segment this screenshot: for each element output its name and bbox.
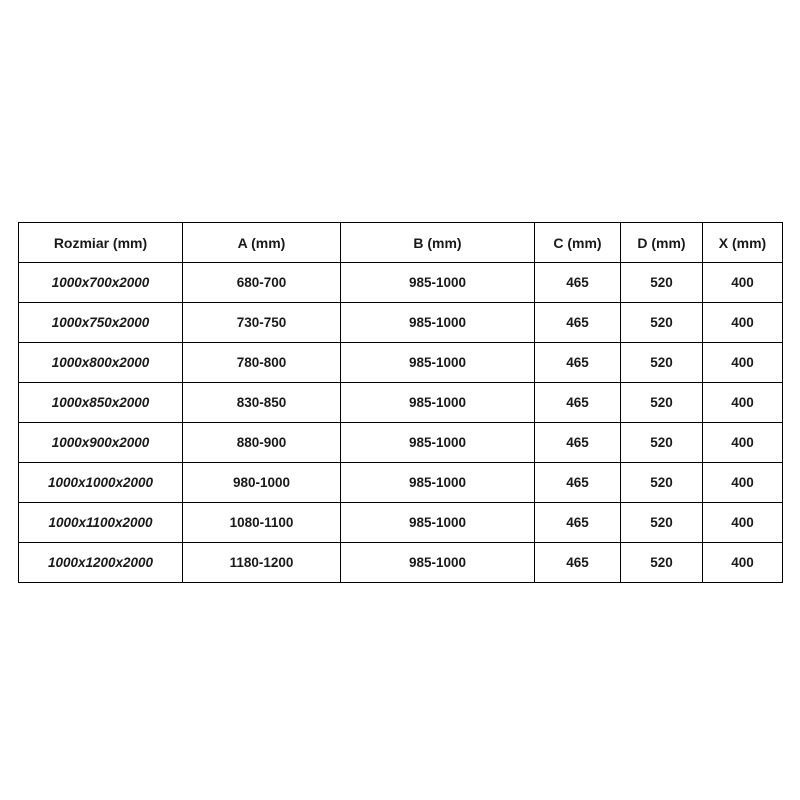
cell-a: 1180-1200 [183,543,341,583]
table-row [19,383,783,423]
cell-b: 985-1000 [341,463,535,503]
table-header-row [19,223,783,263]
column-header-x: X (mm) [703,223,783,263]
cell-size: 1000x1200x2000 [19,543,183,583]
cell-c: 465 [535,303,621,343]
cell-b: 985-1000 [341,383,535,423]
cell-d: 520 [621,303,703,343]
cell-size: 1000x1000x2000 [19,463,183,503]
cell-a: 980-1000 [183,463,341,503]
table-row [19,303,783,343]
cell-size: 1000x750x2000 [19,303,183,343]
cell-c: 465 [535,463,621,503]
cell-b: 985-1000 [341,343,535,383]
cell-c: 465 [535,423,621,463]
column-header-size: Rozmiar (mm) [19,223,183,263]
cell-size: 1000x1100x2000 [19,503,183,543]
table-row [19,263,783,303]
cell-a: 830-850 [183,383,341,423]
cell-b: 985-1000 [341,543,535,583]
cell-x: 400 [703,543,783,583]
cell-x: 400 [703,423,783,463]
table-row [19,343,783,383]
cell-x: 400 [703,383,783,423]
cell-b: 985-1000 [341,303,535,343]
cell-size: 1000x900x2000 [19,423,183,463]
table-header [19,223,783,263]
cell-d: 520 [621,543,703,583]
cell-c: 465 [535,343,621,383]
cell-d: 520 [621,383,703,423]
cell-c: 465 [535,383,621,423]
cell-d: 520 [621,343,703,383]
cell-d: 520 [621,423,703,463]
cell-a: 730-750 [183,303,341,343]
cell-b: 985-1000 [341,423,535,463]
column-header-d: D (mm) [621,223,703,263]
cell-size: 1000x700x2000 [19,263,183,303]
cell-d: 520 [621,463,703,503]
cell-d: 520 [621,503,703,543]
specification-table [18,222,783,583]
column-header-b: B (mm) [341,223,535,263]
table-row [19,543,783,583]
specification-table-container [18,222,782,583]
cell-x: 400 [703,263,783,303]
cell-a: 780-800 [183,343,341,383]
cell-c: 465 [535,543,621,583]
cell-d: 520 [621,263,703,303]
cell-size: 1000x800x2000 [19,343,183,383]
cell-x: 400 [703,463,783,503]
table-body [19,263,783,583]
table-row [19,423,783,463]
cell-x: 400 [703,503,783,543]
cell-b: 985-1000 [341,503,535,543]
column-header-a: A (mm) [183,223,341,263]
cell-b: 985-1000 [341,263,535,303]
cell-a: 1080-1100 [183,503,341,543]
table-row [19,503,783,543]
cell-c: 465 [535,263,621,303]
cell-x: 400 [703,303,783,343]
table-row [19,463,783,503]
cell-a: 880-900 [183,423,341,463]
cell-size: 1000x850x2000 [19,383,183,423]
column-header-c: C (mm) [535,223,621,263]
cell-x: 400 [703,343,783,383]
cell-c: 465 [535,503,621,543]
cell-a: 680-700 [183,263,341,303]
